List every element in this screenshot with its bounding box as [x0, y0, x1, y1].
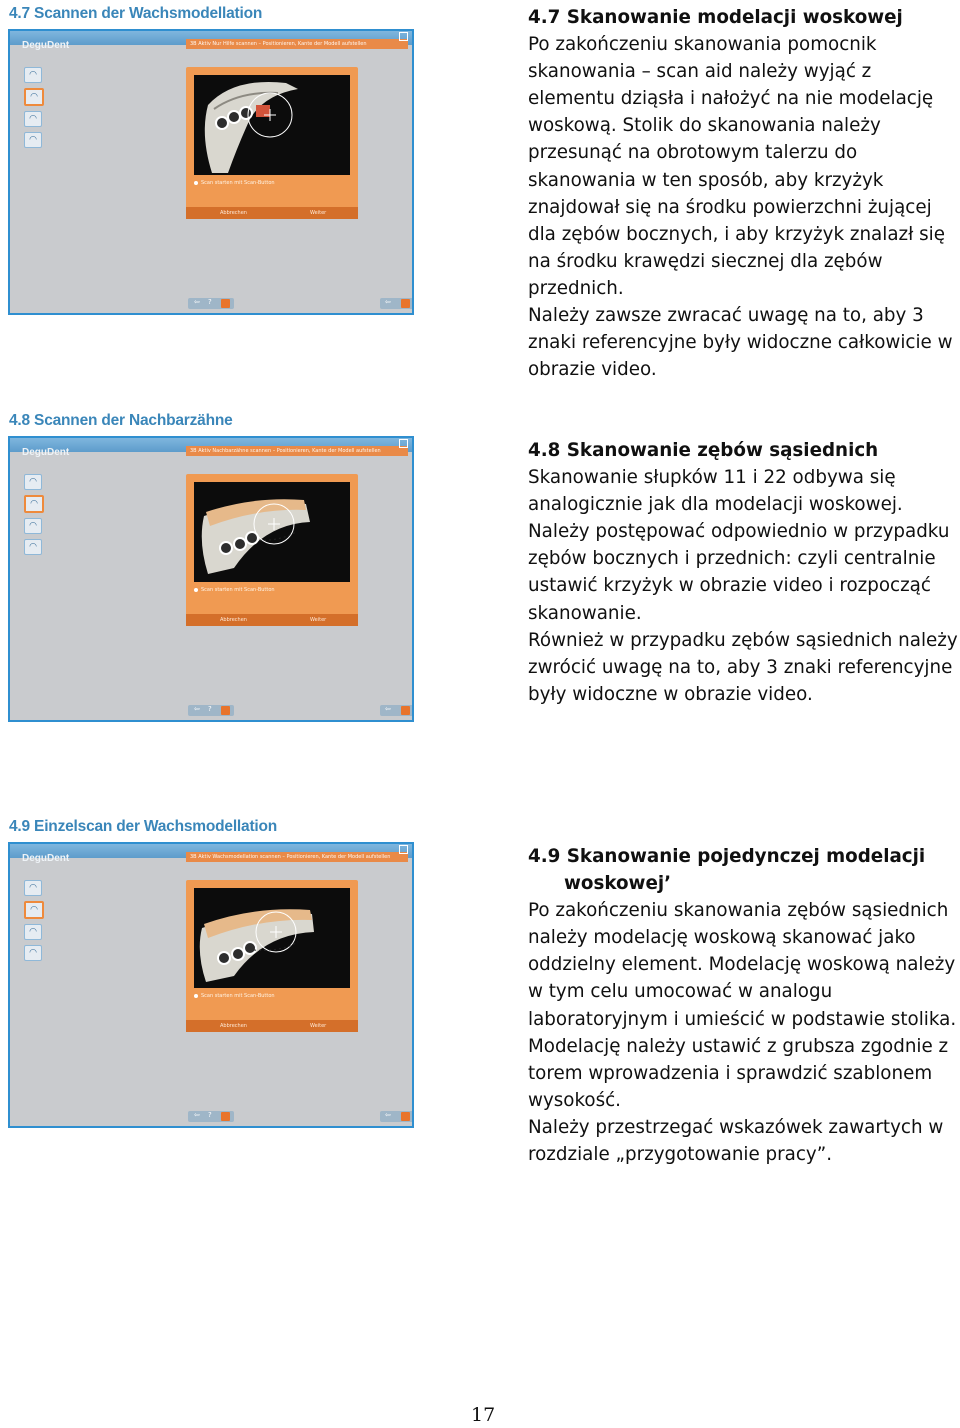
back-nav[interactable]: ⇦ [380, 705, 414, 716]
video-note: Scan starten mit Scan-Button [194, 587, 275, 593]
paragraph: Należy przestrzegać wskazówek zawartych w rozdziale „przygotowanie pracy”. [528, 1116, 944, 1166]
section-heading: 4.7 Skanowanie modelacji woskowej [528, 7, 903, 28]
section-heading: 4.8 Skanowanie zębów sąsiednich [528, 440, 879, 461]
paragraph: Po zakończeniu skanowania pomocnik skanowania – scan aid należy wyjąć z elementu dziąsła i nałożyć na nie modelację woskową. Stolik do skanowania należy przesunąć na obrotowym talerzu do skanowania w ten sposób, aby krzyżyk znajdował się na środku powierzchni żującej dla zębów bocznych, i aby krzyżyk znalazł się na środku krawędzi siecznej dla zębów przednich. [528, 34, 945, 299]
cancel-button[interactable]: Abbrechen [220, 1023, 247, 1029]
next-button[interactable]: Weiter [310, 617, 327, 623]
next-button[interactable]: Weiter [310, 210, 327, 216]
paragraph: Po zakończeniu skanowania zębów sąsiednich należy modelację woskową skanować jako oddzielny element. Modelację woskową należy w tym celu umocować w analogu laboratoryjnym i umieścić w podstawie stolika. Modelację należy ustawić z grubsza zgodnie z torem wprowadzenia i sprawdzić szablonem wysokość. [528, 900, 957, 1111]
scan-neighbor-tool-icon[interactable]: ◠ [24, 495, 44, 513]
next-button[interactable]: Weiter [310, 1023, 327, 1029]
panel-footer [186, 207, 358, 219]
scan-single-tool-icon[interactable]: ◠ [24, 539, 42, 555]
tool-sidebar [24, 67, 44, 153]
section-text [528, 437, 960, 708]
tool-sidebar [24, 880, 44, 966]
scan-tool-icon[interactable]: ◠ [24, 880, 42, 896]
back-nav[interactable]: ⇦ [380, 298, 414, 309]
close-icon[interactable] [399, 439, 408, 448]
scan-tool-icon[interactable]: ◠ [24, 67, 42, 83]
video-preview [194, 75, 350, 175]
tool-sidebar [24, 474, 44, 560]
video-panel [186, 880, 358, 1032]
app-brand: DeguDent [22, 40, 70, 51]
instruction-strip: 3B Aktiv Wachsmodellation scannen – Positionieren, Kante der Modell aufstellen [186, 852, 408, 862]
panel-footer [186, 614, 358, 626]
panel-footer [186, 1020, 358, 1032]
instruction-strip: 3B Aktiv Nur Hilfe scannen – Positionieren, Kante der Modell aufstellen [186, 39, 408, 49]
scan-single-tool-icon[interactable]: ◠ [24, 132, 42, 148]
video-preview [194, 482, 350, 582]
scan-neighbor-tool-icon[interactable]: ◠ [24, 945, 42, 961]
scan-wax-tool-icon[interactable]: ◠ [24, 518, 42, 534]
screenshot-title: 4.9 Einzelscan der Wachsmodellation [9, 818, 278, 835]
scan-wax-tool-icon[interactable]: ◠ [24, 924, 42, 940]
close-icon[interactable] [399, 32, 408, 41]
scan-tool-icon[interactable]: ◠ [24, 474, 42, 490]
section-text [528, 843, 960, 1168]
scan-wax-tool-icon[interactable]: ◠ [24, 88, 44, 106]
section-text [528, 4, 960, 383]
section-heading: 4.9 Skanowanie pojedynczej modelacji [528, 846, 926, 867]
video-panel [186, 67, 358, 219]
cancel-button[interactable]: Abbrechen [220, 210, 247, 216]
paragraph: Skanowanie słupków 11 i 22 odbywa się analogicznie jak dla modelacji woskowej. Należy postępować odpowiednio w przypadku zębów bocznych i przednich: czyli centralnie ustawić krzyżyk w obrazie video i rozpocząć skanowanie. [528, 467, 950, 624]
scan-single-tool-icon[interactable]: ◠ [24, 901, 44, 919]
video-preview [194, 888, 350, 988]
app-brand: DeguDent [22, 447, 70, 458]
scanner-screenshot [8, 842, 414, 1128]
cancel-button[interactable]: Abbrechen [220, 617, 247, 623]
back-nav[interactable]: ⇦ [380, 1111, 414, 1122]
help-nav[interactable]: ⇦ ? [188, 298, 234, 309]
app-brand: DeguDent [22, 853, 70, 864]
scan-neighbor-tool-icon[interactable]: ◠ [24, 111, 42, 127]
scanner-screenshot [8, 29, 414, 315]
page-number: 17 [471, 1404, 496, 1426]
screenshot-title: 4.8 Scannen der Nachbarzähne [9, 412, 233, 429]
screenshot-title: 4.7 Scannen der Wachsmodellation [9, 5, 263, 22]
paragraph: Należy zawsze zwracać uwagę na to, aby 3 znaki referencyjne były widoczne całkowicie w obrazie video. [528, 305, 953, 381]
help-nav[interactable]: ⇦ ? [188, 705, 234, 716]
instruction-strip: 3B Aktiv Nachbarzähne scannen – Positionieren, Kante der Modell aufstellen [186, 446, 408, 456]
paragraph: Również w przypadku zębów sąsiednich należy zwrócić uwagę na to, aby 3 znaki referencyjne były widoczne w obrazie video. [528, 629, 958, 705]
scanner-screenshot [8, 436, 414, 722]
video-note: Scan starten mit Scan-Button [194, 180, 275, 186]
video-note: Scan starten mit Scan-Button [194, 993, 275, 999]
section-heading-continued: woskowej’ [564, 873, 672, 895]
video-panel [186, 474, 358, 626]
help-nav[interactable]: ⇦ ? [188, 1111, 234, 1122]
close-icon[interactable] [399, 845, 408, 854]
